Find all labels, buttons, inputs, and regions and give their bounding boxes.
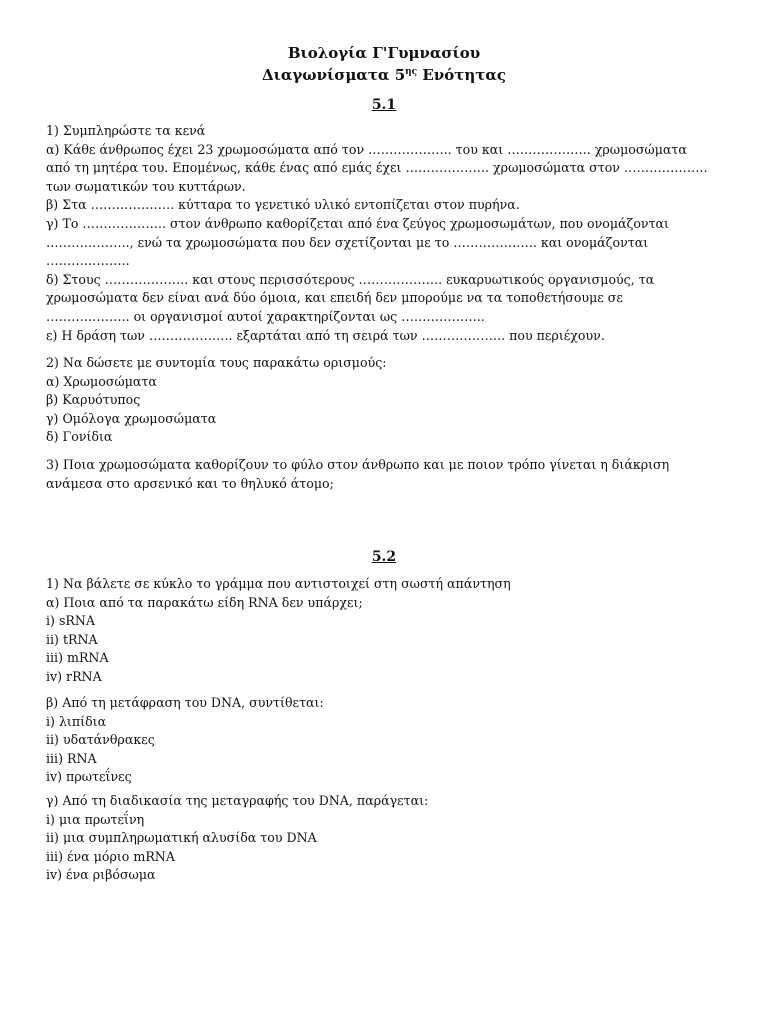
answer-option: ii) υδατάνθρακες [46, 732, 155, 748]
question-1-fill-blanks [46, 122, 722, 345]
question-line: ανάμεσα στο αρσενικό και το θηλυκό άτομο; [46, 475, 334, 491]
multiple-choice-question-c [46, 792, 722, 885]
multiple-choice-intro [46, 575, 722, 687]
subtitle-tail: Ενότητας [417, 66, 507, 84]
question-line: β) Στα ……………….. κύτταρα το γενετικό υλικό εντοπίζεται στον πυρήνα. [46, 197, 520, 213]
question-line: γ) Ομόλογα χρωμοσώματα [46, 410, 217, 426]
question-line: 2) Να δώσετε με συντομία τους παρακάτω ορισμούς: [46, 355, 387, 370]
question-line: ……………….. [46, 253, 130, 269]
question-3-sex-chromosomes [46, 456, 722, 493]
answer-option: iv) rRNA [46, 668, 102, 684]
subtitle-main: Διαγωνίσματα 5 [261, 66, 406, 84]
question-line: χρωμοσώματα δεν είναι ανά δύο όμοια, και επειδή δεν μπορούμε να τα τοποθετήσουμε σε [46, 290, 623, 306]
document-subtitle [0, 66, 768, 84]
question-line: ……………….., ενώ τα χρωμοσώματα που δεν σχετίζονται με το ……………….. και ονομάζονται [46, 234, 649, 250]
question-line: α) Κάθε άνθρωπος έχει 23 χρωμοσώματα από τον ……………….. του και ……………….. χρωμοσώματα [46, 141, 687, 157]
subtitle-superscript: ης [405, 67, 418, 77]
question-line: γ) Το ……………….. στον άνθρωπο καθορίζεται από ένα ζεύγος χρωμοσωμάτων, που ονομάζονται [46, 215, 669, 231]
section-heading-5-2: 5.2 [371, 549, 397, 565]
answer-option: i) μια πρωτεΐνη [46, 811, 145, 827]
question-line: α) Χρωμοσώματα [46, 373, 157, 389]
question-line: 1) Συμπληρώστε τα κενά [46, 123, 206, 138]
question-line: α) Ποια από τα παρακάτω είδη RNA δεν υπάρχει; [46, 594, 363, 610]
document-title: Βιολογία Γ'Γυμνασίου [287, 44, 481, 62]
question-line: β) Από τη μετάφραση του DNA, συντίθεται: [46, 695, 324, 710]
question-line: β) Καρυότυπος [46, 392, 141, 408]
question-line: δ) Στους ……………….. και στους περισσότερους ……………….. ευκαρυωτικούς οργανισμούς, τα [46, 271, 655, 287]
question-line: 3) Ποια χρωμοσώματα καθορίζουν το φύλο στον άνθρωπο και με ποιον τρόπο γίνεται η διάκριση [46, 457, 670, 472]
question-2-definitions [46, 354, 722, 447]
question-line: των σωματικών του κυττάρων. [46, 178, 246, 194]
answer-option: ii) μια συμπληρωματική αλυσίδα του DNA [46, 830, 317, 846]
section-heading-5-1: 5.1 [371, 97, 397, 113]
answer-option: ii) tRNA [46, 631, 98, 647]
question-line: δ) Γονίδια [46, 429, 113, 445]
question-line: από τη μητέρα του. Επομένως, κάθε ένας από εμάς έχει ……………….. χρωμοσώματα στον ……………….. [46, 160, 708, 176]
answer-option: i) sRNA [46, 613, 96, 629]
answer-option: iii) mRNA [46, 650, 109, 666]
question-line: 1) Να βάλετε σε κύκλο το γράμμα που αντιστοιχεί στη σωστή απάντηση [46, 576, 511, 591]
answer-option: iv) ένα ριβόσωμα [46, 867, 156, 883]
question-line: γ) Από τη διαδικασία της μεταγραφής του DNA, παράγεται: [46, 793, 429, 808]
answer-option: i) λιπίδια [46, 713, 107, 729]
answer-option: iv) πρωτεΐνες [46, 769, 132, 785]
question-line: ε) Η δράση των ……………….. εξαρτάται από τη σειρά των ……………….. που περιέχουν. [46, 327, 605, 343]
question-line: ……………….. οι οργανισμοί αυτοί χαρακτηρίζονται ως ……………….. [46, 308, 485, 324]
answer-option: iii) ένα μόριο mRNA [46, 848, 175, 864]
answer-option: iii) RNA [46, 750, 97, 766]
multiple-choice-question-b [46, 694, 722, 787]
